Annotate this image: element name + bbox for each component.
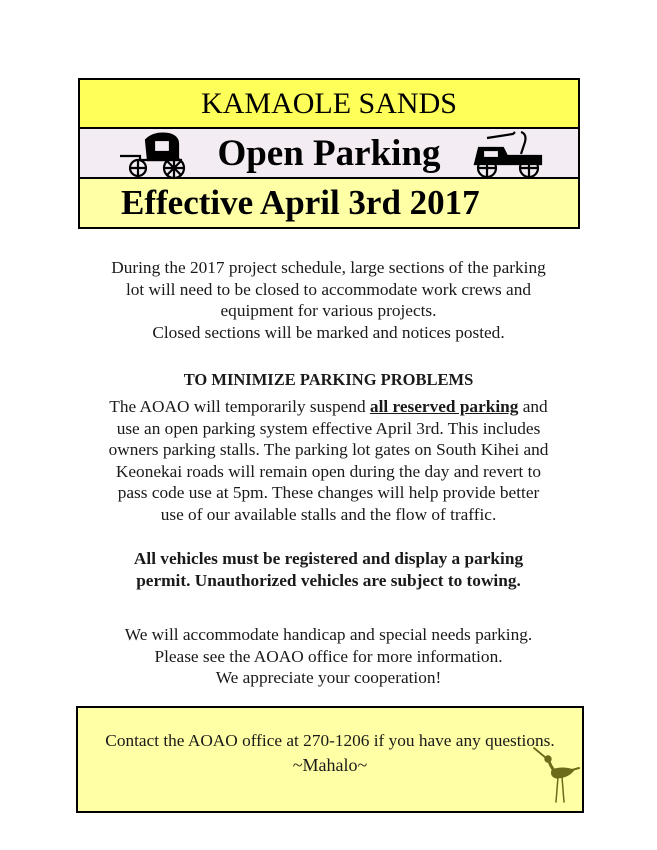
details-text: and xyxy=(518,397,548,416)
page-subtitle: Open Parking xyxy=(217,133,441,174)
closing-paragraph xyxy=(70,624,587,689)
stilt-bird-icon xyxy=(532,744,580,804)
details-line: owners parking stalls. The parking lot gates on South Kihei and xyxy=(108,440,549,460)
intro-paragraph xyxy=(70,257,587,343)
warning-line: permit. Unauthorized vehicles are subject to towing. xyxy=(136,570,521,590)
closing-line: We will accommodate handicap and special needs parking. xyxy=(124,625,533,644)
header-box xyxy=(78,78,580,229)
effective-band xyxy=(80,179,578,227)
carriage-icon xyxy=(118,130,194,180)
intro-line: During the 2017 project schedule, large sections of the parking xyxy=(111,258,546,277)
page-title: KAMAOLE SANDS xyxy=(201,87,457,120)
intro-line: Closed sections will be marked and notices posted. xyxy=(152,322,505,342)
intro-line: equipment for various projects. xyxy=(220,301,437,321)
effective-date: Effective April 3rd 2017 xyxy=(121,183,480,222)
details-line: Keonekai roads will remain open during the day and revert to xyxy=(115,461,542,481)
warning-line: All vehicles must be registered and display a parking xyxy=(133,549,524,568)
signoff-text: ~Mahalo~ xyxy=(292,755,368,775)
details-text: The AOAO will temporarily suspend xyxy=(109,397,370,416)
details-line: pass code use at 5pm. These changes will help provide better xyxy=(117,483,540,503)
details-paragraph xyxy=(70,396,587,526)
antique-car-icon xyxy=(469,128,547,180)
details-line xyxy=(70,396,587,418)
closing-line: Please see the AOAO office for more information. xyxy=(154,646,503,666)
reserved-parking-emphasis: all reserved parking xyxy=(369,397,519,416)
intro-line: lot will need to be closed to accommodate work crews and xyxy=(125,279,532,299)
contact-text: Contact the AOAO office at 270-1206 if you have any questions. xyxy=(105,731,555,750)
warning-paragraph xyxy=(70,548,587,591)
title-band xyxy=(80,80,578,129)
closing-line: We appreciate your cooperation! xyxy=(215,668,442,688)
section-heading: TO MINIMIZE PARKING PROBLEMS xyxy=(183,370,474,389)
details-line: use an open parking system effective April 3rd. This includes xyxy=(116,418,541,438)
details-line: use of our available stalls and the flow of traffic. xyxy=(160,504,497,524)
footer-box xyxy=(76,706,584,813)
